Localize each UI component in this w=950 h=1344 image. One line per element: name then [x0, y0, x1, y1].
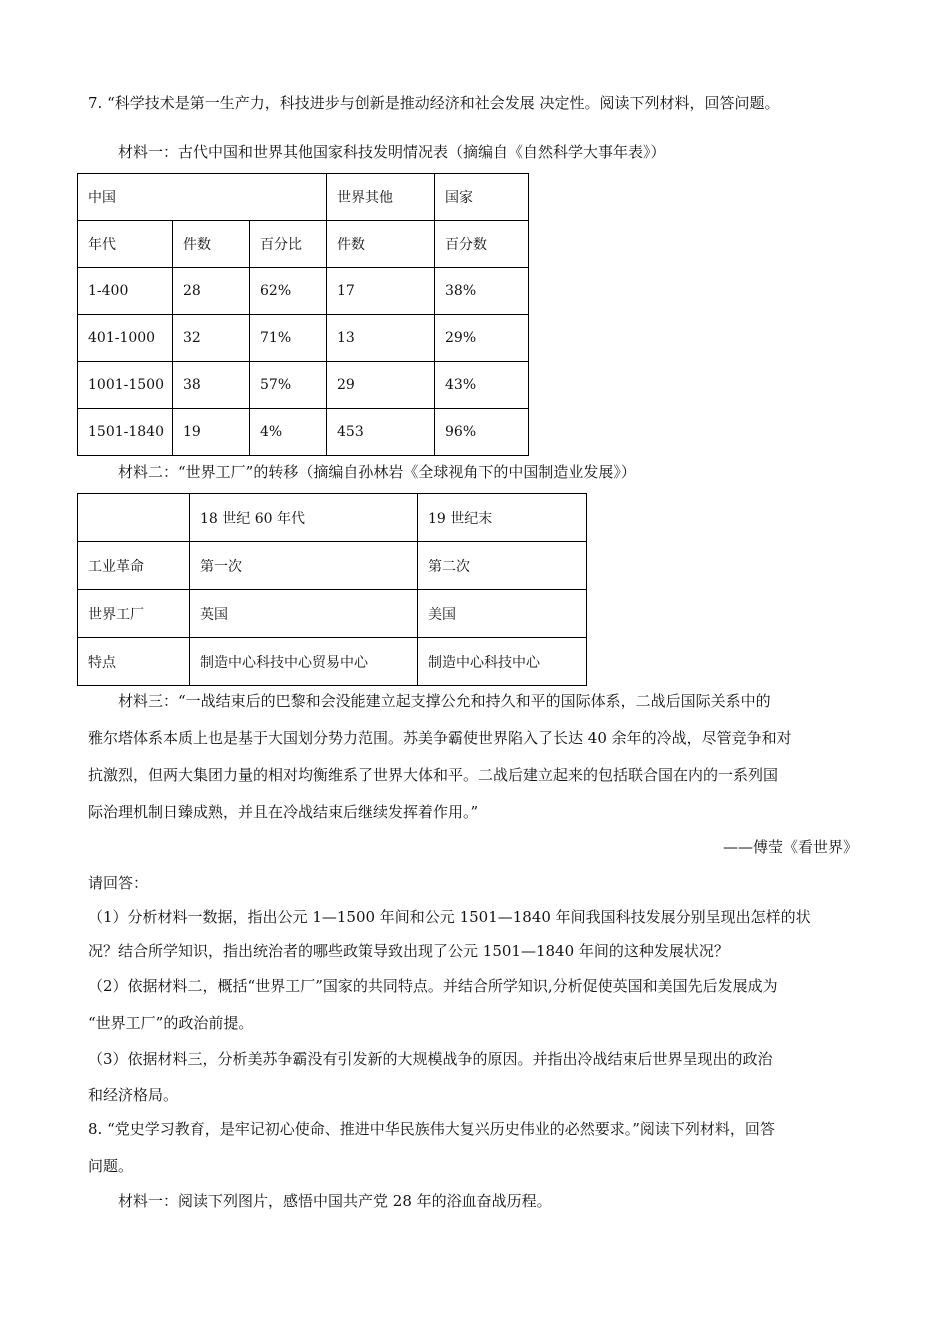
sub-question-line: （1）分析材料一数据，指出公元 1—1500 年间和公元 1501—1840 年间我国科技发展分别呈现出怎样的状	[88, 908, 811, 926]
table-row	[78, 268, 529, 315]
table-cell: 4%	[250, 409, 327, 456]
table-cell: 18 世纪 60 年代	[190, 494, 418, 542]
table-cell: 中国	[78, 174, 327, 221]
table-cell: 国家	[435, 174, 529, 221]
answer-prompt: 请回答：	[88, 874, 149, 892]
table-cell: 19 世纪末	[418, 494, 587, 542]
table-cell: 57%	[250, 362, 327, 409]
table-cell: 百分比	[250, 221, 327, 268]
material-3-line: 际治理机制日臻成熟，并且在冷战结束后继续发挥着作用。”	[88, 803, 479, 821]
table-cell: 工业革命	[78, 542, 190, 590]
table-row	[78, 174, 529, 221]
table-row	[78, 221, 529, 268]
q7-title: 7. “科学技术是第一生产力，科技进步与创新是推动经济和社会发展 决定性。阅读下列材料，回答问题。	[88, 94, 780, 112]
sub-question-line: （3）依据材料三，分析美苏争霸没有引发新的大规模战争的原因。并指出冷战结束后世界呈现出的政治	[88, 1050, 773, 1068]
table-cell: 世界其他	[327, 174, 435, 221]
material-3-line: 雅尔塔体系本质上也是基于大国划分势力范围。苏美争霸使世界陷入了长达 40 余年的冷战，尽管竞争和对	[88, 729, 792, 747]
table-cell: 英国	[190, 590, 418, 638]
q8-material-1: 材料一：阅读下列图片，感悟中国共产党 28 年的浴血奋战历程。	[118, 1192, 552, 1210]
sub-question-line: “世界工厂”的政治前提。	[88, 1014, 254, 1032]
table-cell: 美国	[418, 590, 587, 638]
q8-title: 8. “党史学习教育，是牢记初心使命、推进中华民族伟大复兴历史伟业的必然要求。”阅读下列材料，回答	[88, 1120, 775, 1138]
table-cell: 29	[327, 362, 435, 409]
table-cell: 第二次	[418, 542, 587, 590]
table-row	[78, 590, 587, 638]
table-cell: 件数	[173, 221, 250, 268]
material-3-line: 抗激烈，但两大集团力量的相对均衡维系了世界大体和平。二战后建立起来的包括联合国在内的一系列国	[88, 766, 779, 784]
table-cell	[78, 494, 190, 542]
table-cell: 38	[173, 362, 250, 409]
table-row	[78, 542, 587, 590]
table-row	[78, 638, 587, 686]
table-cell: 32	[173, 315, 250, 362]
table-cell: 28	[173, 268, 250, 315]
material-2-caption: 材料二：“世界工厂”的转移（摘编自孙林岩《全球视角下的中国制造业发展》）	[118, 463, 636, 481]
table-cell: 17	[327, 268, 435, 315]
material-1-caption: 材料一：古代中国和世界其他国家科技发明情况表（摘编自《自然科学大事年表》）	[118, 143, 666, 161]
table-cell: 38%	[435, 268, 529, 315]
table-cell: 百分数	[435, 221, 529, 268]
table-cell: 43%	[435, 362, 529, 409]
q8-title-cont: 问题。	[88, 1157, 134, 1175]
table-cell: 世界工厂	[78, 590, 190, 638]
table-cell: 制造中心科技中心	[418, 638, 587, 686]
sub-question-line: 和经济格局。	[88, 1086, 179, 1104]
table-cell: 29%	[435, 315, 529, 362]
table-cell: 1001-1500	[78, 362, 173, 409]
table-cell: 62%	[250, 268, 327, 315]
table-cell: 19	[173, 409, 250, 456]
table-cell: 年代	[78, 221, 173, 268]
sub-question-line: 况？结合所学知识，指出统治者的哪些政策导致出现了公元 1501—1840 年间的这种发展状况？	[88, 942, 729, 960]
table-cell: 1501-1840	[78, 409, 173, 456]
table-cell: 制造中心科技中心贸易中心	[190, 638, 418, 686]
table-row	[78, 315, 529, 362]
table-world-factory	[77, 493, 587, 686]
table-row	[78, 494, 587, 542]
table-cell: 453	[327, 409, 435, 456]
table-cell: 件数	[327, 221, 435, 268]
table-cell: 96%	[435, 409, 529, 456]
table-cell: 第一次	[190, 542, 418, 590]
table-cell: 71%	[250, 315, 327, 362]
table-cell: 特点	[78, 638, 190, 686]
material-3-line: 材料三：“一战结束后的巴黎和会没能建立起支撑公允和持久和平的国际体系，二战后国际关系中的	[118, 692, 771, 710]
table-tech-inventions	[77, 173, 529, 456]
table-cell: 1-400	[78, 268, 173, 315]
table-cell: 401-1000	[78, 315, 173, 362]
table-row	[78, 409, 529, 456]
material-3-source: ——傅莹《看世界》	[722, 838, 858, 856]
sub-question-line: （2）依据材料二，概括“世界工厂”国家的共同特点。并结合所学知识,分析促使英国和美国先后发展成为	[88, 977, 778, 995]
table-row	[78, 362, 529, 409]
table-cell: 13	[327, 315, 435, 362]
